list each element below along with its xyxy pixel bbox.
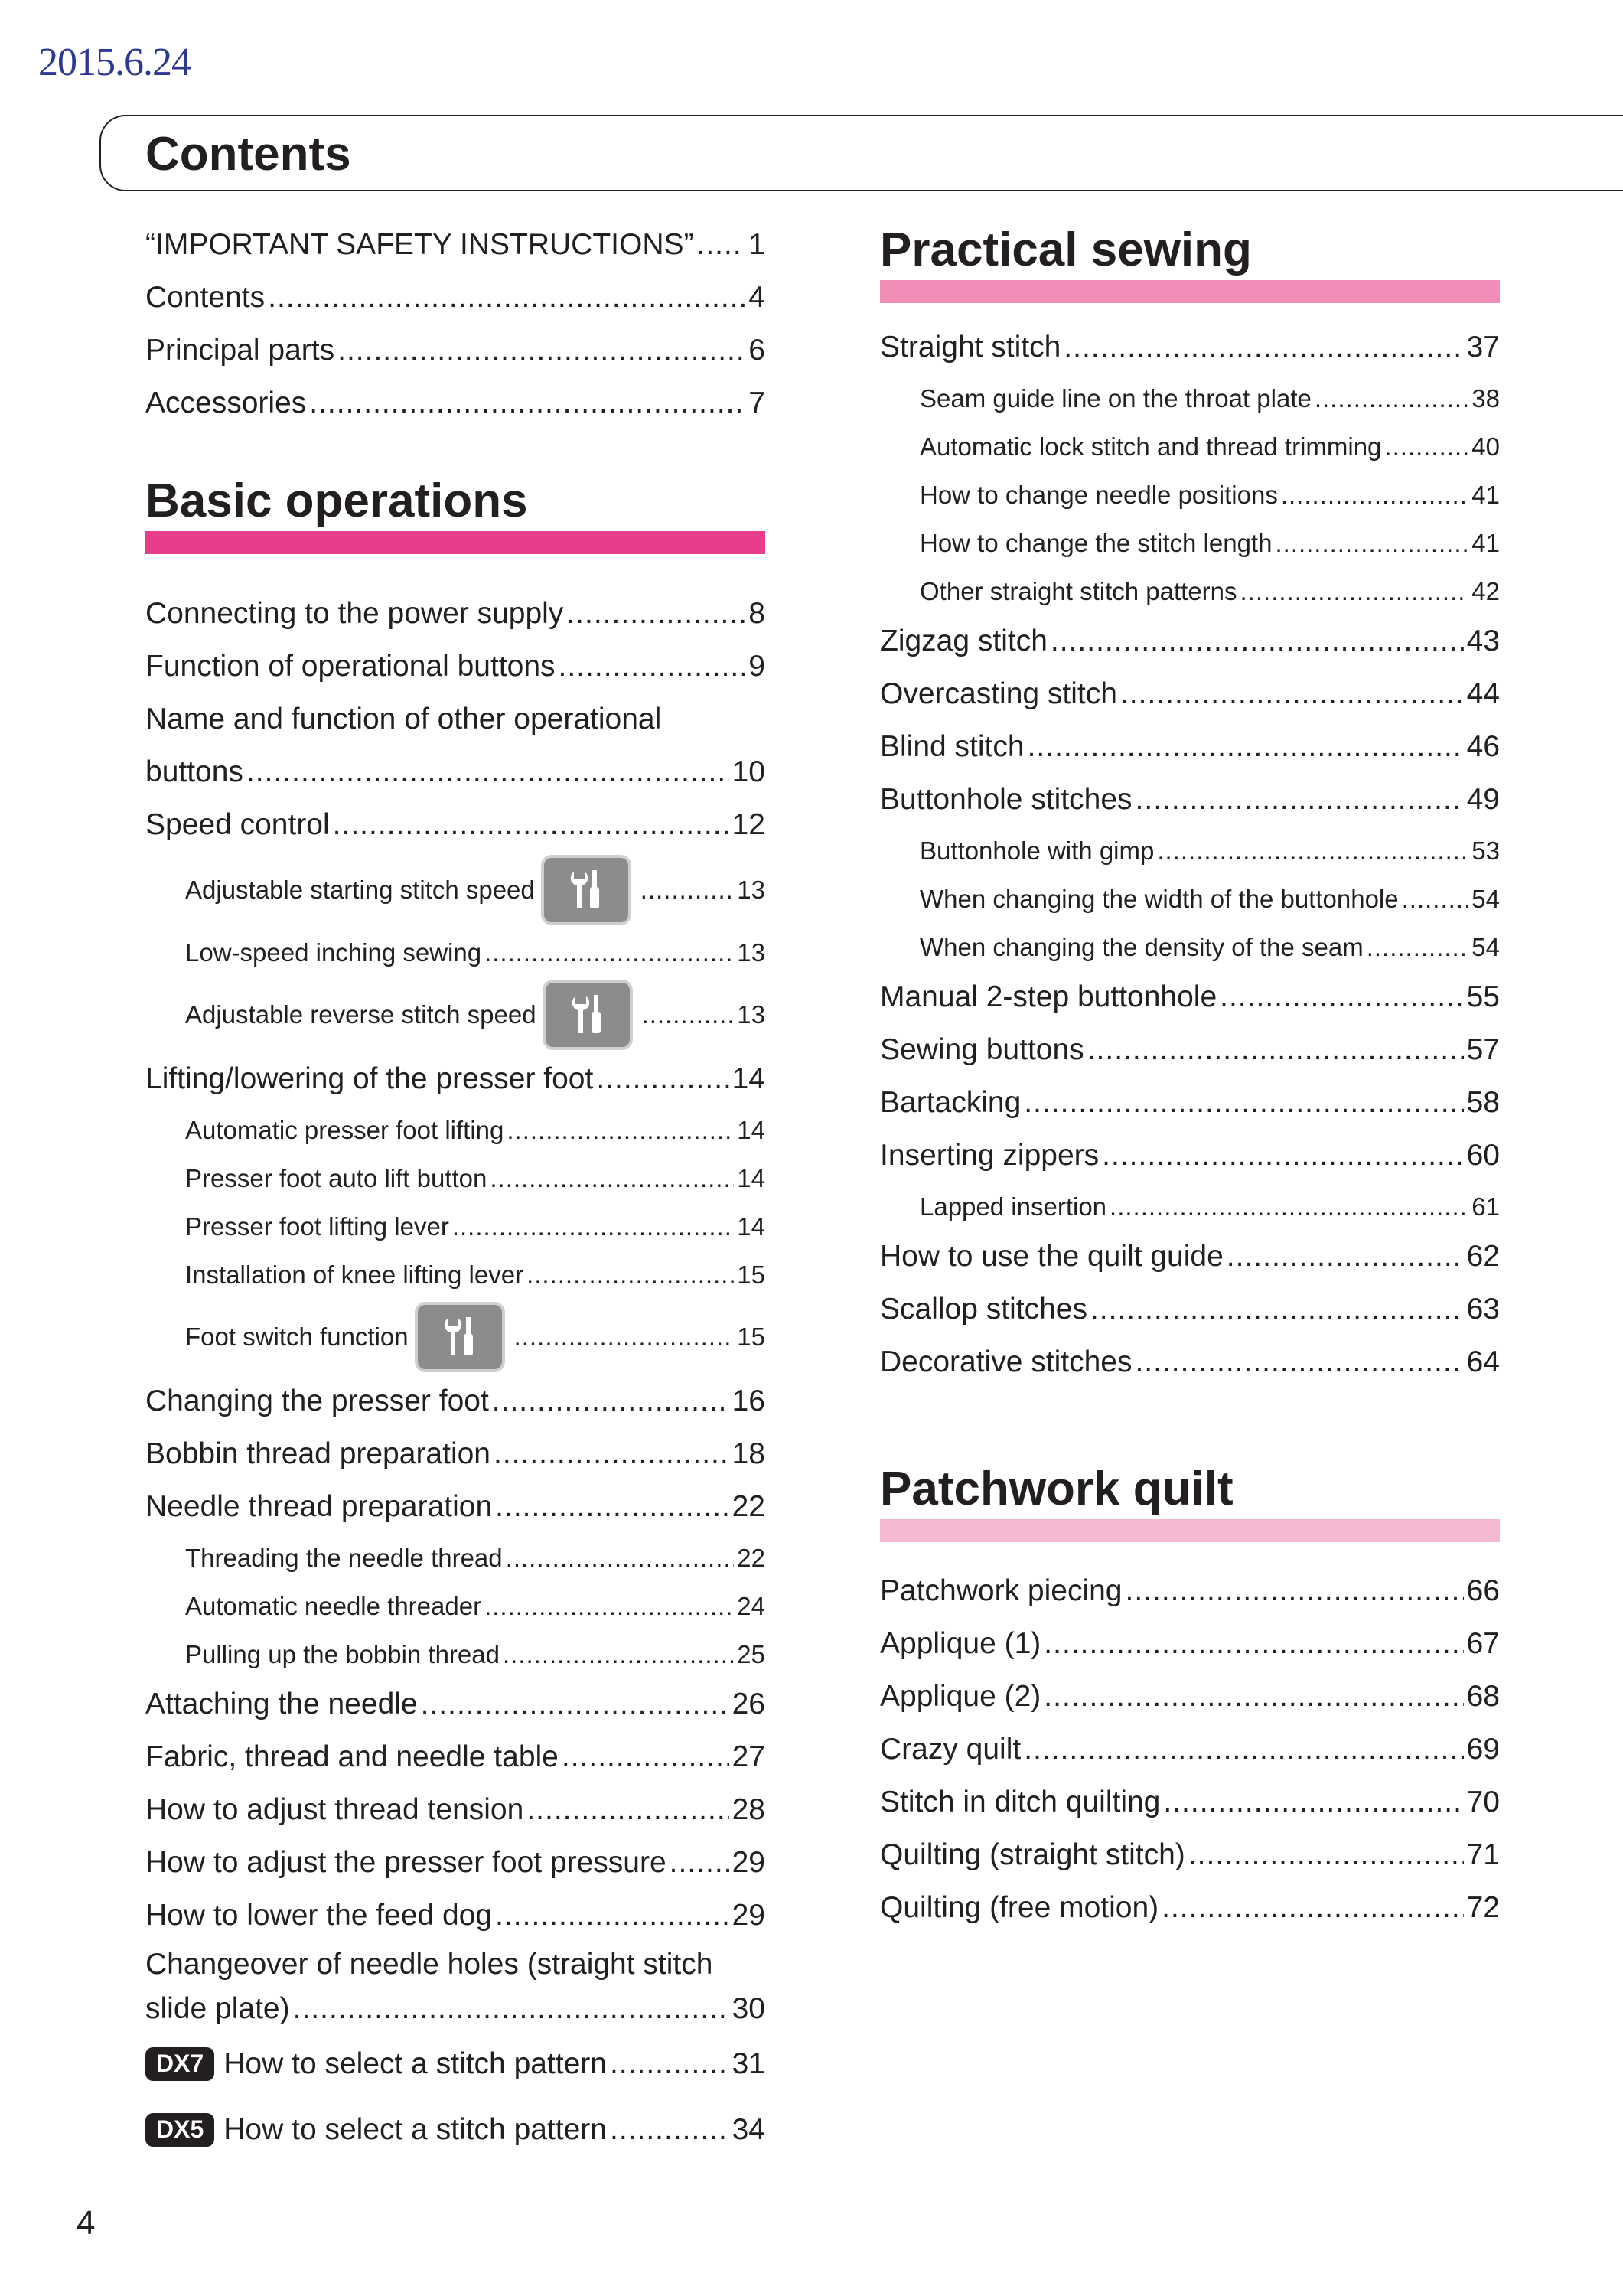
toc-entry-title: Zigzag stitch	[880, 625, 1048, 658]
toc-entry-page: 67	[1466, 1627, 1500, 1661]
toc-entry-title: “IMPORTANT SAFETY INSTRUCTIONS”	[145, 228, 694, 262]
toc-entry-title: When changing the density of the seam	[920, 932, 1364, 961]
leader-dots	[1281, 481, 1468, 510]
toc-entry-title: Patchwork piecing	[880, 1574, 1123, 1608]
toc-entry[interactable]	[880, 1231, 1500, 1283]
toc-entry-title: Function of operational buttons	[145, 650, 556, 683]
toc-entry-page: 1	[748, 228, 765, 262]
toc-entry-page: 55	[1466, 980, 1500, 1014]
leader-dots	[1051, 625, 1464, 659]
toc-entry-title: Name and function of other operational	[145, 703, 662, 736]
tools-icon	[415, 1302, 505, 1372]
toc-entry[interactable]	[880, 1283, 1500, 1336]
toc-entry[interactable]	[145, 272, 765, 325]
toc-subentry[interactable]	[880, 875, 1500, 923]
leader-dots	[492, 1384, 729, 1419]
toc-entry-page: 63	[1466, 1293, 1500, 1326]
leader-dots	[1126, 1574, 1464, 1609]
toc-entry[interactable]	[880, 1618, 1500, 1671]
toc-entry[interactable]	[145, 1987, 765, 2031]
toc-entry-page: 38	[1471, 383, 1500, 413]
leader-dots	[562, 1740, 729, 1775]
toc-entry[interactable]	[145, 1890, 765, 1942]
section-heading-practical: Practical sewing	[880, 223, 1252, 276]
toc-entry-title: When changing the width of the buttonhole	[920, 884, 1399, 913]
leader-dots	[490, 1164, 734, 1193]
leader-dots	[559, 650, 746, 684]
toc-subentry[interactable]	[145, 1534, 765, 1582]
toc-entry[interactable]	[880, 721, 1500, 774]
leader-dots	[337, 334, 745, 368]
toc-entry-page: 24	[737, 1591, 765, 1620]
toc-entry[interactable]	[145, 588, 765, 641]
toc-subentry[interactable]	[880, 519, 1500, 567]
toc-entry-title: Automatic lock stitch and thread trimming	[920, 432, 1382, 461]
toc-subentry[interactable]	[145, 1202, 765, 1251]
toc-entry-title: Changeover of needle holes (straight stitch	[145, 1947, 713, 1981]
leader-dots	[506, 1544, 735, 1573]
toc-entry-page: 14	[737, 1163, 765, 1192]
toc-entry-page: 26	[732, 1688, 765, 1721]
leader-dots	[1090, 1293, 1464, 1327]
toc-entry-title: Low-speed inching sewing	[185, 938, 482, 967]
leader-dots	[507, 1116, 734, 1145]
toc-entry-title: Applique (2)	[880, 1680, 1041, 1714]
tools-icon	[541, 855, 631, 925]
leader-dots	[642, 1000, 735, 1029]
toc-subentry[interactable]	[145, 977, 765, 1053]
toc-entry-title: Applique (1)	[880, 1627, 1041, 1661]
toc-entry[interactable]	[145, 746, 765, 799]
leader-dots	[1157, 837, 1468, 866]
section-bar-patchwork	[880, 1519, 1500, 1542]
toc-entry-title: Sewing buttons	[880, 1033, 1084, 1067]
toc-entry-page: 72	[1466, 1891, 1500, 1925]
toc-entry-title: Contents	[145, 281, 266, 315]
leader-dots	[526, 1793, 728, 1828]
leader-dots	[1188, 1838, 1464, 1873]
toc-entry[interactable]	[880, 1776, 1500, 1829]
leader-dots	[503, 1640, 734, 1669]
tools-icon	[543, 980, 633, 1050]
leader-dots	[1162, 1891, 1463, 1926]
toc-entry-page: 25	[737, 1639, 765, 1668]
leader-dots	[610, 2047, 729, 2082]
toc-entry-title: Pulling up the bobbin thread	[185, 1639, 500, 1668]
toc-entry-page: 10	[732, 755, 765, 789]
toc-entry-page: 64	[1466, 1345, 1500, 1379]
section-bar-practical	[880, 280, 1500, 303]
toc-entry[interactable]	[145, 1678, 765, 1731]
toc-entry-title: Speed control	[145, 808, 330, 842]
toc-entry-page: 9	[748, 650, 765, 683]
toc-entry-title: Crazy quilt	[880, 1733, 1022, 1766]
leader-dots	[1102, 1139, 1463, 1173]
toc-entry-page: 15	[737, 1322, 765, 1352]
leader-dots	[566, 597, 745, 631]
toc-entry-title: How to use the quilt guide	[880, 1240, 1224, 1274]
toc-entry-page: 49	[1466, 783, 1500, 817]
toc-entry-page: 37	[1466, 331, 1500, 364]
toc-entry-title: How to lower the feed dog	[145, 1899, 493, 1932]
toc-subentry[interactable]	[880, 923, 1500, 971]
toc-entry-page: 30	[732, 1991, 765, 2025]
leader-dots	[246, 755, 729, 790]
toc-entry[interactable]	[880, 321, 1500, 374]
toc-entry-title: Bartacking	[880, 1086, 1022, 1120]
toc-entry-page: 15	[737, 1260, 765, 1289]
toc-entry-title: Automatic presser foot lifting	[185, 1115, 504, 1144]
toc-subentry[interactable]	[880, 374, 1500, 422]
toc-entry-page: 42	[1471, 576, 1500, 605]
toc-subentry[interactable]	[880, 471, 1500, 519]
toc-entry-title: Presser foot auto lift button	[185, 1163, 487, 1192]
toc-entry-page: 69	[1466, 1733, 1500, 1766]
toc-entry[interactable]	[880, 1724, 1500, 1776]
toc-entry-title: Foot switch function	[185, 1322, 409, 1352]
toc-entry-title: Overcasting stitch	[880, 677, 1117, 711]
toc-entry[interactable]	[145, 219, 765, 272]
toc-entry-title: Buttonhole stitches	[880, 783, 1133, 817]
toc-entry-title: Decorative stitches	[880, 1345, 1133, 1379]
toc-entry-page: 62	[1466, 1240, 1500, 1274]
toc-entry[interactable]	[880, 1130, 1500, 1182]
leader-dots	[495, 1899, 729, 1933]
toc-entry-title: Accessories	[145, 386, 307, 420]
toc-entry-page: 13	[737, 1000, 765, 1029]
leader-dots	[640, 876, 735, 905]
leader-dots	[268, 281, 745, 315]
toc-entry-page: 58	[1466, 1086, 1500, 1120]
toc-entry-title: Straight stitch	[880, 331, 1061, 364]
toc-entry-title: Automatic needle threader	[185, 1591, 482, 1620]
toc-subentry[interactable]	[145, 1106, 765, 1154]
leader-dots	[1220, 980, 1463, 1015]
toc-entry[interactable]	[145, 1731, 765, 1784]
toc-subentry[interactable]	[145, 1251, 765, 1299]
toc-entry-page: 34	[732, 2112, 765, 2146]
leader-dots	[484, 1592, 734, 1621]
leader-dots	[293, 1992, 729, 2027]
right-column	[880, 219, 1500, 1935]
leader-dots	[1024, 1086, 1463, 1120]
toc-entry-title: Blind stitch	[880, 730, 1025, 764]
toc-entry[interactable]	[880, 615, 1500, 668]
toc-entry-page: 60	[1466, 1139, 1500, 1172]
toc-entry[interactable]	[145, 1053, 765, 1106]
toc-entry[interactable]	[880, 1882, 1500, 1935]
toc-entry[interactable]	[880, 1671, 1500, 1724]
toc-entry-title: Seam guide line on the throat plate	[920, 383, 1312, 413]
toc-entry-page: 61	[1471, 1192, 1500, 1221]
toc-entry-page: 27	[732, 1740, 765, 1774]
toc-entry-page: 54	[1471, 932, 1500, 961]
leader-dots	[333, 808, 729, 843]
leader-dots	[1087, 1033, 1464, 1068]
leader-dots	[1044, 1627, 1463, 1662]
toc-entry-page: 13	[737, 938, 765, 967]
toc-entry-page: 16	[732, 1384, 765, 1418]
toc-entry-page: 7	[748, 386, 765, 420]
toc-entry-title: Changing the presser foot	[145, 1384, 489, 1418]
section-bar-basic	[145, 531, 765, 554]
leader-dots	[697, 228, 746, 263]
toc-subentry[interactable]	[145, 852, 765, 928]
toc-entry-title: Lapped insertion	[920, 1192, 1107, 1221]
toc-entry[interactable]	[145, 377, 765, 430]
toc-entry-title: Needle thread preparation	[145, 1490, 493, 1524]
leader-dots	[514, 1322, 735, 1352]
toc-subentry[interactable]	[145, 1154, 765, 1202]
toc-entry-title: How to adjust the presser foot pressure	[145, 1846, 666, 1880]
toc-entry-page: 13	[737, 876, 765, 905]
leader-dots	[494, 1437, 729, 1472]
leader-dots	[421, 1688, 729, 1722]
toc-entry[interactable]	[145, 325, 765, 377]
leader-dots	[484, 938, 734, 967]
leader-dots	[1120, 677, 1464, 712]
leader-dots	[1064, 331, 1463, 365]
toc-entry[interactable]	[145, 799, 765, 852]
left-column	[145, 219, 765, 2163]
toc-entry-title: Lifting/lowering of the presser foot	[145, 1062, 594, 1096]
toc-entry-title: Attaching the needle	[145, 1688, 418, 1721]
toc-entry[interactable]	[880, 668, 1500, 721]
toc-entry-title: Connecting to the power supply	[145, 597, 564, 631]
toc-entry-title: buttons	[145, 755, 243, 789]
toc-entry-page: 53	[1471, 836, 1500, 865]
toc-entry-page: 6	[748, 334, 765, 367]
toc-entry[interactable]	[145, 1784, 765, 1837]
leader-dots	[1227, 1240, 1464, 1274]
toc-entry[interactable]	[145, 2097, 765, 2163]
toc-entry-page: 28	[732, 1793, 765, 1827]
toc-entry-page: 4	[748, 281, 765, 315]
toc-entry-page: 46	[1466, 730, 1500, 764]
toc-subentry[interactable]	[880, 567, 1500, 615]
date-stamp: 2015.6.24	[38, 41, 191, 84]
toc-entry[interactable]	[145, 1428, 765, 1481]
toc-entry-page: 31	[732, 2047, 765, 2080]
toc-entry-title: Manual 2-step buttonhole	[880, 980, 1217, 1014]
toc-entry-title: How to change the stitch length	[920, 528, 1273, 557]
leader-dots	[1240, 577, 1469, 606]
leader-dots	[1136, 783, 1464, 817]
toc-entry[interactable]	[145, 1375, 765, 1428]
toc-subentry[interactable]	[145, 1630, 765, 1678]
page-title: Contents	[145, 128, 351, 181]
toc-entry-title: Scallop stitches	[880, 1293, 1087, 1326]
toc-subentry[interactable]	[145, 1582, 765, 1630]
toc-entry-page: 22	[732, 1490, 765, 1524]
toc-entry-page: 44	[1466, 677, 1500, 711]
toc-entry-title: Stitch in ditch quilting	[880, 1786, 1161, 1819]
toc-entry[interactable]	[880, 1336, 1500, 1389]
toc-entry-title: slide plate)	[145, 1991, 290, 2025]
leader-dots	[1275, 529, 1468, 558]
leader-dots	[1110, 1192, 1468, 1221]
toc-entry-page: 41	[1471, 480, 1500, 509]
toc-entry[interactable]	[145, 1837, 765, 1890]
model-badge: DX5	[145, 2113, 214, 2146]
toc-entry-page: 8	[748, 597, 765, 631]
toc-entry-page: 70	[1466, 1786, 1500, 1819]
leader-dots	[596, 1062, 728, 1097]
toc-entry-title: Other straight stitch patterns	[920, 576, 1237, 605]
toc-entry-page: 68	[1466, 1680, 1500, 1714]
toc-subentry[interactable]	[145, 928, 765, 977]
toc-subentry[interactable]	[880, 827, 1500, 875]
toc-entry-page: 29	[732, 1846, 765, 1880]
toc-entry-title: How to change needle positions	[920, 480, 1278, 509]
leader-dots	[1135, 1345, 1463, 1380]
toc-entry-line1[interactable]	[145, 1942, 765, 1987]
toc-entry-page: 18	[732, 1437, 765, 1471]
toc-entry-title: How to adjust thread tension	[145, 1793, 524, 1827]
leader-dots	[1367, 933, 1469, 962]
toc-entry-page: 54	[1471, 884, 1500, 913]
toc-entry[interactable]	[145, 1481, 765, 1534]
toc-entry-page: 66	[1466, 1574, 1500, 1608]
toc-entry-page: 14	[737, 1212, 765, 1241]
toc-subentry[interactable]	[145, 1299, 765, 1375]
toc-entry-title: Fabric, thread and needle table	[145, 1740, 559, 1774]
toc-entry-title: Principal parts	[145, 334, 335, 367]
toc-entry-page: 43	[1466, 625, 1500, 658]
toc-entry[interactable]	[145, 641, 765, 693]
leader-dots	[1402, 885, 1469, 914]
toc-entry-line1[interactable]	[145, 693, 765, 746]
leader-dots	[1163, 1786, 1463, 1820]
leader-dots	[1028, 730, 1464, 765]
toc-entry[interactable]	[880, 1829, 1500, 1882]
toc-entry-page: 12	[732, 808, 765, 842]
toc-entry[interactable]	[880, 774, 1500, 827]
page-number: 4	[77, 2204, 96, 2242]
toc-entry-title: Presser foot lifting lever	[185, 1212, 449, 1241]
leader-dots	[1044, 1680, 1463, 1714]
toc-entry-page: 41	[1471, 528, 1500, 557]
toc-entry[interactable]	[880, 1565, 1500, 1618]
toc-entry-title: Buttonhole with gimp	[920, 836, 1155, 865]
toc-entry-page: 29	[732, 1899, 765, 1932]
toc-entry-title: Bobbin thread preparation	[145, 1437, 490, 1471]
toc-entry-title: Threading the needle thread	[185, 1543, 503, 1572]
model-badge: DX7	[145, 2047, 214, 2080]
toc-entry-page: 71	[1466, 1838, 1500, 1872]
toc-entry-title: Inserting zippers	[880, 1139, 1100, 1172]
toc-entry-title: How to select a stitch pattern	[223, 2112, 607, 2146]
leader-dots	[670, 1846, 729, 1880]
section-heading-patchwork: Patchwork quilt	[880, 1463, 1234, 1515]
leader-dots	[309, 386, 745, 421]
section-heading-basic: Basic operations	[145, 475, 528, 527]
toc-subentry[interactable]	[880, 1182, 1500, 1231]
toc-subentry[interactable]	[880, 422, 1500, 471]
leader-dots	[1024, 1733, 1463, 1767]
toc-entry[interactable]	[880, 1024, 1500, 1077]
toc-entry-page: 14	[737, 1115, 765, 1144]
toc-entry[interactable]	[145, 2031, 765, 2097]
toc-entry-page: 40	[1471, 432, 1500, 461]
toc-entry-title: Adjustable reverse stitch speed	[185, 1000, 536, 1029]
leader-dots	[452, 1212, 734, 1241]
leader-dots	[610, 2113, 729, 2148]
toc-entry-title: Quilting (straight stitch)	[880, 1838, 1185, 1872]
toc-entry-page: 57	[1466, 1033, 1500, 1067]
toc-entry-page: 22	[737, 1543, 765, 1572]
leader-dots	[526, 1261, 734, 1290]
toc-entry-title: Quilting (free motion)	[880, 1891, 1159, 1925]
toc-entry-page: 14	[732, 1062, 765, 1096]
leader-dots	[1384, 432, 1468, 461]
toc-entry-title: Installation of knee lifting lever	[185, 1260, 524, 1289]
toc-entry-title: Adjustable starting stitch speed	[185, 876, 535, 905]
toc-entry[interactable]	[880, 1077, 1500, 1130]
toc-entry-title: How to select a stitch pattern	[223, 2047, 607, 2080]
leader-dots	[1315, 384, 1468, 413]
toc-entry[interactable]	[880, 971, 1500, 1024]
leader-dots	[495, 1490, 728, 1525]
